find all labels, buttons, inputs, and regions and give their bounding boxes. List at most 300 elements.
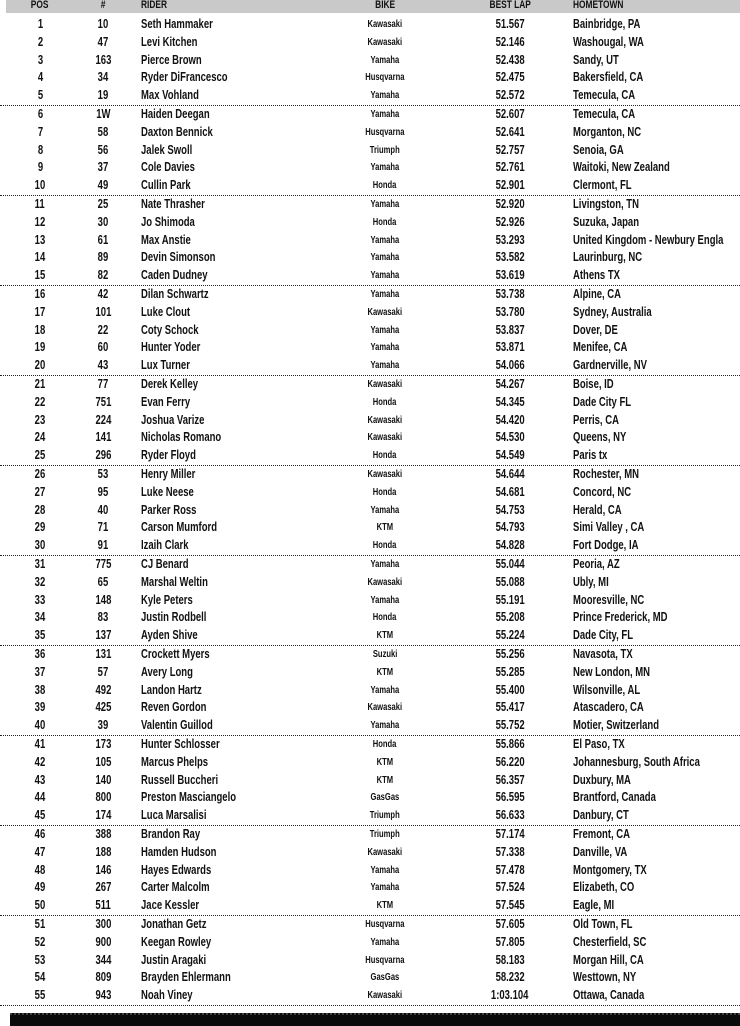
- cell-position: 2: [37, 34, 43, 49]
- cell-position: 5: [37, 88, 43, 103]
- cell-number: 58: [97, 124, 109, 139]
- cell-number: 47: [97, 34, 109, 49]
- cell-best-lap: 56.595: [495, 790, 525, 805]
- header-rider: RIDER: [141, 0, 168, 11]
- cell-number: 809: [95, 970, 111, 985]
- cell-position: 12: [34, 214, 46, 229]
- cell-rider-name: Noah Viney: [141, 988, 193, 1003]
- cell-rider-name: Jonathan Getz: [141, 917, 207, 931]
- cell-rider-name: Jace Kessler: [141, 898, 200, 913]
- table-row: [0, 844, 740, 862]
- table-row: [0, 699, 740, 717]
- table-row: [0, 484, 740, 502]
- cell-best-lap: 54.345: [495, 394, 525, 409]
- cell-position: 18: [34, 322, 46, 337]
- cell-bike: Honda: [373, 216, 397, 228]
- cell-position: 36: [34, 647, 46, 661]
- cell-position: 28: [34, 502, 46, 517]
- table-row: [0, 754, 740, 772]
- cell-rider-name: Pierce Brown: [141, 52, 202, 67]
- cell-hometown: Fremont, CA: [573, 827, 630, 841]
- cell-rider-name: Izaih Clark: [141, 538, 189, 553]
- table-row: [0, 232, 740, 250]
- cell-rider-name: Brandon Ray: [141, 827, 201, 841]
- cell-number: 65: [97, 574, 109, 589]
- cell-position: 33: [34, 592, 46, 607]
- cell-bike: Kawasaki: [367, 379, 403, 390]
- cell-rider-name: Marcus Phelps: [141, 754, 209, 769]
- cell-hometown: Fort Dodge, IA: [573, 538, 639, 553]
- cell-best-lap: 55.191: [495, 592, 525, 607]
- cell-position: 17: [34, 304, 46, 319]
- table-row: [0, 772, 740, 790]
- table-row: [0, 69, 740, 87]
- table-row: [0, 357, 740, 375]
- cell-hometown: Old Town, FL: [573, 917, 633, 931]
- cell-best-lap: 55.866: [495, 737, 525, 751]
- table-row: [0, 214, 740, 232]
- cell-rider-name: Cullin Park: [141, 178, 191, 193]
- cell-best-lap: 55.256: [495, 647, 525, 661]
- cell-position: 49: [34, 880, 46, 895]
- cell-bike: Yamaha: [370, 109, 400, 120]
- cell-best-lap: 57.605: [495, 917, 525, 931]
- cell-position: 4: [37, 70, 43, 85]
- cell-rider-name: Daxton Bennick: [141, 124, 213, 139]
- cell-bike: Triumph: [370, 144, 400, 156]
- cell-number: 57: [97, 664, 109, 679]
- cell-rider-name: Luke Neese: [141, 484, 194, 499]
- table-row: [0, 249, 740, 267]
- table-row: [0, 556, 740, 574]
- cell-bike: Kawasaki: [367, 432, 403, 444]
- table-row: [0, 502, 740, 520]
- cell-position: 40: [34, 718, 46, 733]
- cell-number: 91: [97, 538, 109, 553]
- cell-best-lap: 52.761: [495, 160, 525, 175]
- cell-hometown: Sydney, Australia: [573, 304, 652, 319]
- cell-best-lap: 55.752: [495, 718, 525, 733]
- cell-position: 20: [34, 358, 46, 373]
- cell-rider-name: Justin Rodbell: [141, 610, 207, 625]
- cell-number: 53: [97, 467, 109, 481]
- cell-bike: Kawasaki: [367, 414, 403, 426]
- cell-position: 55: [34, 988, 46, 1003]
- cell-bike: Honda: [373, 540, 397, 552]
- cell-hometown: Morgan Hill, CA: [573, 952, 644, 967]
- cell-hometown: Dade City FL: [573, 394, 632, 409]
- cell-best-lap: 53.871: [495, 340, 525, 355]
- cell-best-lap: 52.641: [495, 124, 525, 139]
- cell-hometown: Mooresville, NC: [573, 592, 645, 607]
- cell-bike: Yamaha: [370, 324, 400, 336]
- cell-best-lap: 57.478: [495, 862, 525, 877]
- cell-rider-name: Evan Ferry: [141, 394, 191, 409]
- cell-bike: Honda: [373, 612, 397, 624]
- cell-best-lap: 53.738: [495, 287, 525, 301]
- cell-position: 39: [34, 700, 46, 715]
- cell-position: 25: [34, 448, 46, 463]
- cell-rider-name: Hunter Schlosser: [141, 737, 220, 751]
- cell-bike: Kawasaki: [367, 306, 403, 318]
- cell-best-lap: 58.232: [495, 970, 525, 985]
- cell-best-lap: 54.420: [495, 412, 525, 427]
- cell-rider-name: Kyle Peters: [141, 592, 193, 607]
- cell-best-lap: 52.572: [495, 88, 525, 103]
- cell-best-lap: 55.088: [495, 574, 525, 589]
- cell-rider-name: Luke Clout: [141, 304, 191, 319]
- header-bike: BIKE: [375, 0, 395, 11]
- cell-rider-name: Hamden Hudson: [141, 844, 217, 859]
- table-row: [0, 519, 740, 537]
- cell-hometown: Atascadero, CA: [573, 700, 644, 715]
- table-row: [0, 124, 740, 142]
- cell-position: 37: [34, 664, 46, 679]
- cell-rider-name: Ryder DiFrancesco: [141, 70, 228, 85]
- cell-best-lap: 54.644: [495, 467, 525, 481]
- cell-best-lap: 57.545: [495, 898, 525, 913]
- table-row: [0, 376, 740, 394]
- cell-bike: Yamaha: [370, 864, 400, 876]
- table-row: [0, 682, 740, 700]
- table-header: [6, 0, 740, 13]
- cell-best-lap: 53.582: [495, 250, 525, 265]
- cell-hometown: Simi Valley , CA: [573, 520, 645, 535]
- cell-hometown: Chesterfield, SC: [573, 934, 647, 949]
- cell-hometown: Morganton, NC: [573, 124, 642, 139]
- cell-best-lap: 1:03.104: [491, 988, 529, 1003]
- cell-position: 6: [37, 107, 43, 121]
- cell-position: 23: [34, 412, 46, 427]
- cell-position: 45: [34, 808, 46, 823]
- cell-best-lap: 52.901: [495, 178, 525, 193]
- cell-hometown: United Kingdom - Newbury Engla: [573, 232, 724, 247]
- cell-best-lap: 55.208: [495, 610, 525, 625]
- cell-bike: Husqvarna: [365, 919, 405, 930]
- cell-rider-name: Nicholas Romano: [141, 430, 222, 445]
- cell-hometown: Laurinburg, NC: [573, 250, 643, 265]
- cell-bike: Triumph: [370, 810, 400, 822]
- cell-bike: Yamaha: [370, 54, 400, 66]
- cell-hometown: Brantford, Canada: [573, 790, 656, 805]
- cell-hometown: Prince Frederick, MD: [573, 610, 668, 625]
- cell-number: 131: [95, 647, 111, 661]
- cell-best-lap: 52.607: [495, 107, 525, 121]
- table-row: [0, 879, 740, 897]
- cell-number: 344: [95, 952, 111, 967]
- cell-best-lap: 55.400: [495, 682, 525, 697]
- cell-best-lap: 56.357: [495, 772, 525, 787]
- table-row: [0, 826, 740, 844]
- cell-best-lap: 53.780: [495, 304, 525, 319]
- cell-hometown: Washougal, WA: [573, 34, 644, 49]
- cell-number: 511: [95, 898, 111, 913]
- cell-number: 71: [97, 520, 109, 535]
- cell-bike: KTM: [376, 900, 394, 912]
- cell-rider-name: Nate Thrasher: [141, 197, 205, 211]
- cell-number: 492: [95, 682, 111, 697]
- cell-rider-name: Carter Malcolm: [141, 880, 210, 895]
- cell-best-lap: 56.633: [495, 808, 525, 823]
- cell-hometown: Duxbury, MA: [573, 772, 631, 787]
- cell-hometown: Herald, CA: [573, 502, 622, 517]
- cell-position: 53: [34, 952, 46, 967]
- table-row: [0, 304, 740, 322]
- cell-hometown: Boise, ID: [573, 377, 614, 391]
- table-row: [0, 574, 740, 592]
- cell-number: 37: [97, 160, 109, 175]
- cell-best-lap: 52.920: [495, 197, 525, 211]
- cell-best-lap: 57.524: [495, 880, 525, 895]
- cell-hometown: Motier, Switzerland: [573, 718, 660, 733]
- cell-best-lap: 54.828: [495, 538, 525, 553]
- cell-bike: Honda: [373, 739, 397, 750]
- cell-position: 26: [34, 467, 46, 481]
- cell-bike: Honda: [373, 396, 397, 408]
- cell-number: 163: [95, 52, 111, 67]
- cell-position: 13: [34, 232, 46, 247]
- cell-bike: Kawasaki: [367, 576, 403, 588]
- cell-position: 35: [34, 628, 46, 643]
- cell-rider-name: Ryder Floyd: [141, 448, 196, 463]
- cell-hometown: Montgomery, TX: [573, 862, 647, 877]
- cell-position: 44: [34, 790, 46, 805]
- cell-rider-name: Parker Ross: [141, 502, 197, 517]
- cell-best-lap: 52.757: [495, 142, 525, 157]
- cell-rider-name: Jo Shimoda: [141, 214, 195, 229]
- cell-position: 34: [34, 610, 46, 625]
- table-row: [0, 789, 740, 807]
- cell-position: 32: [34, 574, 46, 589]
- cell-hometown: Livingston, TN: [573, 197, 639, 211]
- cell-rider-name: Carson Mumford: [141, 520, 217, 535]
- cell-position: 42: [34, 754, 46, 769]
- cell-bike: Kawasaki: [367, 702, 403, 714]
- cell-rider-name: Hayes Edwards: [141, 862, 212, 877]
- cell-number: 105: [95, 754, 111, 769]
- cell-position: 27: [34, 484, 46, 499]
- cell-best-lap: 58.183: [495, 952, 525, 967]
- cell-hometown: Peoria, AZ: [573, 557, 620, 571]
- cell-rider-name: Marshal Weltin: [141, 574, 208, 589]
- cell-best-lap: 57.174: [495, 827, 525, 841]
- cell-hometown: Bainbridge, PA: [573, 17, 641, 31]
- cell-best-lap: 54.753: [495, 502, 525, 517]
- cell-position: 21: [34, 377, 46, 391]
- cell-hometown: Ubly, MI: [573, 574, 609, 589]
- cell-number: 300: [95, 917, 111, 931]
- cell-bike: Husqvarna: [365, 954, 405, 966]
- cell-position: 41: [34, 737, 46, 751]
- cell-position: 22: [34, 394, 46, 409]
- cell-rider-name: Russell Buccheri: [141, 772, 219, 787]
- table-row: [0, 394, 740, 412]
- cell-bike: GasGas: [370, 792, 400, 804]
- cell-position: 24: [34, 430, 46, 445]
- cell-position: 15: [34, 268, 46, 283]
- table-row: [0, 429, 740, 447]
- cell-number: 77: [97, 377, 109, 391]
- cell-bike: Kawasaki: [367, 846, 403, 858]
- cell-hometown: Rochester, MN: [573, 467, 640, 481]
- cell-rider-name: Devin Simonson: [141, 250, 216, 265]
- cell-rider-name: Joshua Varize: [141, 412, 205, 427]
- cell-rider-name: Justin Aragaki: [141, 952, 207, 967]
- cell-best-lap: 55.417: [495, 700, 525, 715]
- cell-hometown: Eagle, MI: [573, 898, 615, 913]
- cell-rider-name: Henry Miller: [141, 467, 196, 481]
- cell-bike: Honda: [373, 180, 397, 192]
- cell-number: 267: [95, 880, 111, 895]
- cell-bike: Yamaha: [370, 289, 400, 300]
- table-row: [0, 412, 740, 430]
- cell-hometown: Navasota, TX: [573, 647, 633, 661]
- cell-bike: Kawasaki: [367, 990, 403, 1002]
- cell-best-lap: 54.681: [495, 484, 525, 499]
- cell-rider-name: Caden Dudney: [141, 268, 208, 283]
- cell-hometown: Temecula, CA: [573, 107, 636, 121]
- cell-best-lap: 53.619: [495, 268, 525, 283]
- cell-hometown: Sandy, UT: [573, 52, 619, 67]
- cell-rider-name: CJ Benard: [141, 557, 189, 571]
- cell-hometown: Paris tx: [573, 448, 608, 463]
- cell-bike: Yamaha: [370, 720, 400, 732]
- table-row: [0, 736, 740, 754]
- cell-rider-name: Levi Kitchen: [141, 34, 198, 49]
- cell-bike: Honda: [373, 486, 397, 498]
- cell-bike: Honda: [373, 450, 397, 462]
- cell-number: 148: [95, 592, 111, 607]
- cell-hometown: Temecula, CA: [573, 88, 636, 103]
- cell-hometown: Senoia, GA: [573, 142, 624, 157]
- table-row: [0, 52, 740, 70]
- cell-bike: Yamaha: [370, 234, 400, 246]
- cell-position: 9: [37, 160, 43, 175]
- table-row: [0, 627, 740, 645]
- table-row: [0, 609, 740, 627]
- cell-position: 8: [37, 142, 43, 157]
- cell-number: 900: [95, 934, 111, 949]
- table-row: [0, 286, 740, 304]
- cell-rider-name: Luca Marsalisi: [141, 808, 207, 823]
- cell-number: 25: [97, 197, 109, 211]
- cell-bike: Yamaha: [370, 360, 400, 372]
- cell-number: 40: [97, 502, 109, 517]
- cell-bike: KTM: [376, 756, 394, 768]
- table-row: [0, 862, 740, 880]
- cell-number: 82: [97, 268, 109, 283]
- cell-bike: Triumph: [370, 829, 400, 840]
- cell-bike: Yamaha: [370, 162, 400, 174]
- cell-bike: Yamaha: [370, 342, 400, 354]
- cell-number: 224: [95, 412, 111, 427]
- cell-hometown: Wilsonville, AL: [573, 682, 641, 697]
- table-row: [0, 969, 740, 987]
- table-row: [0, 142, 740, 160]
- cell-position: 7: [37, 124, 43, 139]
- cell-bike: Yamaha: [370, 936, 400, 948]
- cell-number: 39: [97, 718, 109, 733]
- cell-hometown: Alpine, CA: [573, 287, 622, 301]
- cell-position: 19: [34, 340, 46, 355]
- table-row: [0, 916, 740, 934]
- cell-number: 43: [97, 358, 109, 373]
- cell-number: 800: [95, 790, 111, 805]
- table-row: [0, 987, 740, 1005]
- cell-bike: Kawasaki: [367, 19, 403, 30]
- cell-best-lap: 52.438: [495, 52, 525, 67]
- cell-rider-name: Max Anstie: [141, 232, 191, 247]
- cell-best-lap: 53.293: [495, 232, 525, 247]
- cell-rider-name: Ayden Shive: [141, 628, 198, 643]
- cell-number: 61: [97, 232, 109, 247]
- cell-number: 388: [95, 827, 111, 841]
- cell-hometown: Dover, DE: [573, 322, 618, 337]
- table-row: [0, 196, 740, 214]
- cell-best-lap: 55.285: [495, 664, 525, 679]
- cell-position: 48: [34, 862, 46, 877]
- cell-bike: Yamaha: [370, 594, 400, 606]
- cell-best-lap: 54.530: [495, 430, 525, 445]
- cell-position: 10: [34, 178, 46, 193]
- header-number: #: [100, 0, 106, 11]
- cell-position: 14: [34, 250, 46, 265]
- cell-hometown: Menifee, CA: [573, 340, 628, 355]
- cell-hometown: Gardnerville, NV: [573, 358, 647, 373]
- cell-number: 89: [97, 250, 109, 265]
- table-row: [0, 177, 740, 195]
- cell-number: 83: [97, 610, 109, 625]
- table-row: [0, 159, 740, 177]
- table-row: [0, 537, 740, 555]
- cell-bike: KTM: [376, 630, 394, 642]
- cell-position: 16: [34, 287, 46, 301]
- cell-number: 22: [97, 322, 109, 337]
- table-row: [0, 322, 740, 340]
- cell-best-lap: 54.267: [495, 377, 525, 391]
- cell-rider-name: Keegan Rowley: [141, 934, 212, 949]
- cell-rider-name: Preston Masciangelo: [141, 790, 237, 805]
- table-row: [0, 87, 740, 105]
- cell-number: 34: [97, 70, 109, 85]
- cell-rider-name: Hunter Yoder: [141, 340, 201, 355]
- table-row: [0, 807, 740, 825]
- cell-position: 43: [34, 772, 46, 787]
- cell-position: 30: [34, 538, 46, 553]
- cell-hometown: Dade City, FL: [573, 628, 634, 643]
- footer-bar: [10, 1013, 740, 1026]
- cell-hometown: Danbury, CT: [573, 808, 629, 823]
- cell-number: 140: [95, 772, 111, 787]
- cell-number: 174: [95, 808, 111, 823]
- cell-bike: Yamaha: [370, 199, 400, 210]
- cell-number: 775: [95, 557, 111, 571]
- cell-best-lap: 53.837: [495, 322, 525, 337]
- cell-bike: Yamaha: [370, 559, 400, 570]
- table-row: [0, 106, 740, 124]
- cell-position: 1: [37, 17, 43, 31]
- cell-bike: Yamaha: [370, 882, 400, 894]
- cell-bike: Yamaha: [370, 90, 400, 102]
- cell-bike: Yamaha: [370, 270, 400, 282]
- cell-hometown: Elizabeth, CO: [573, 880, 635, 895]
- table-row: [0, 646, 740, 664]
- cell-position: 31: [34, 557, 46, 571]
- cell-rider-name: Jalek Swoll: [141, 142, 193, 157]
- cell-hometown: New London, MN: [573, 664, 651, 679]
- cell-number: 188: [95, 844, 111, 859]
- cell-position: 51: [34, 917, 46, 931]
